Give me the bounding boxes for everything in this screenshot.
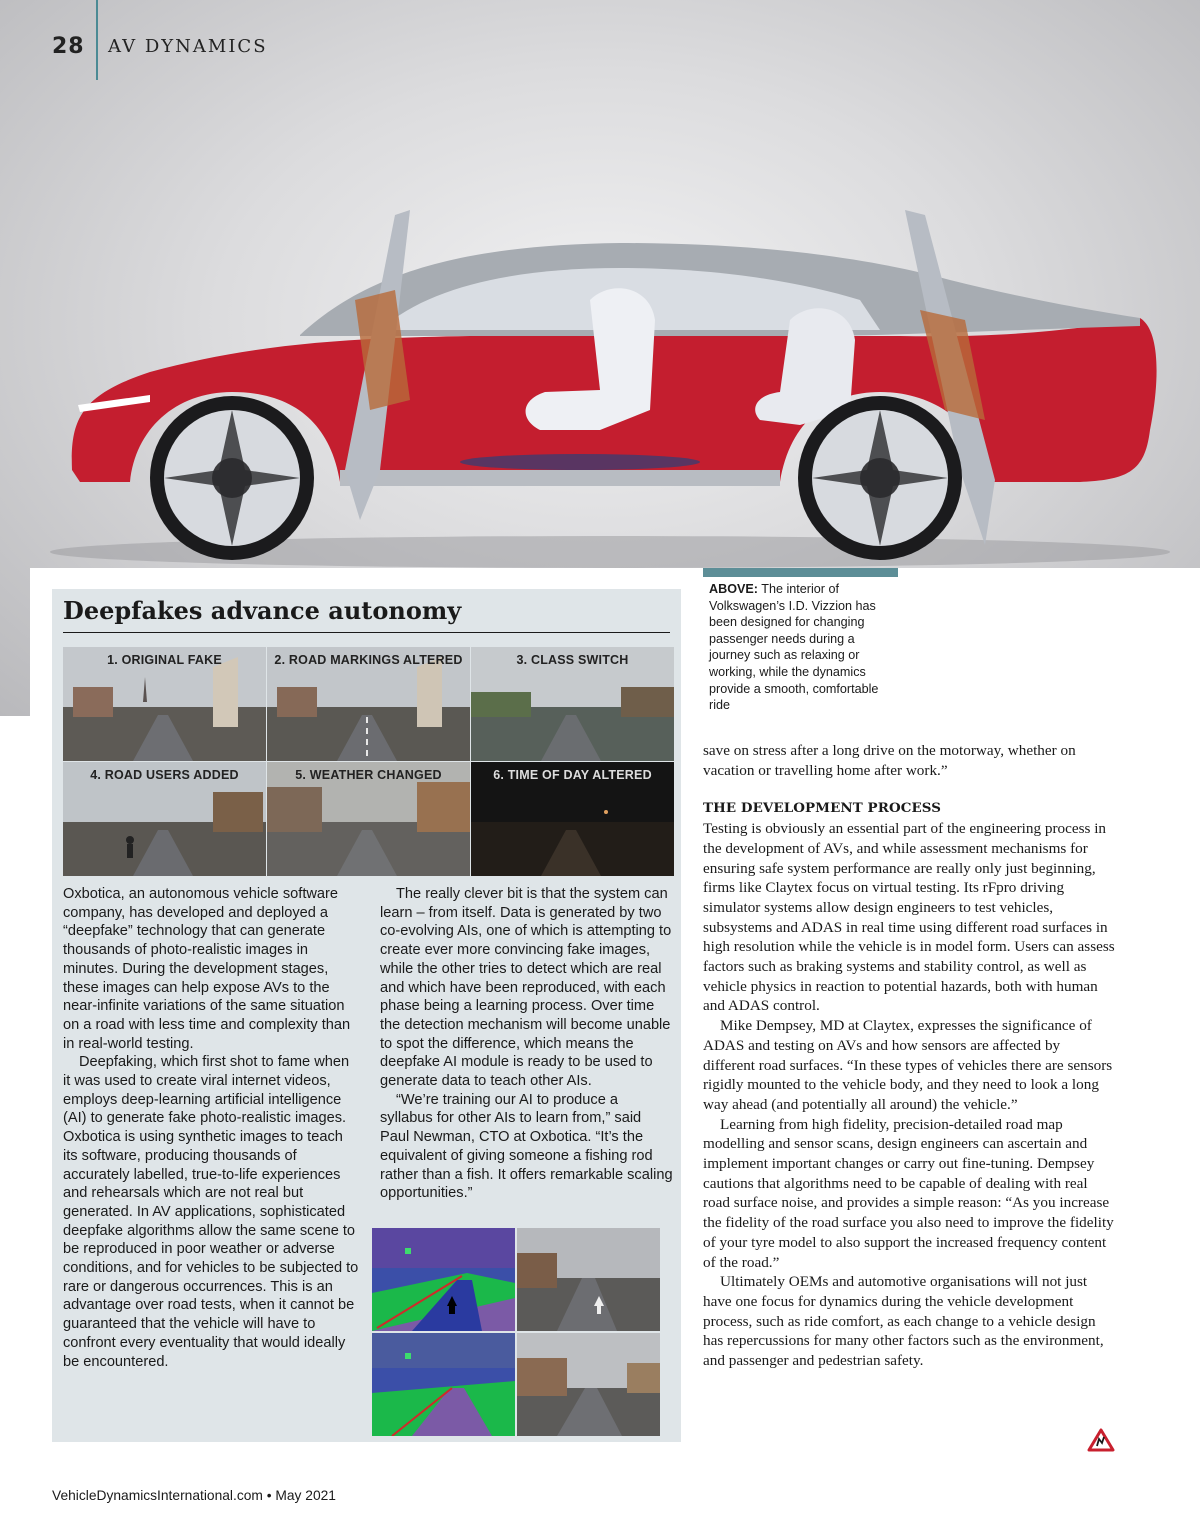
section-title: AV DYNAMICS xyxy=(108,36,268,57)
article-intro: save on stress after a long drive on the motorway, whether on vacation or travelling home after work.” xyxy=(703,742,1076,779)
deepfake-tile-road-users xyxy=(63,762,266,876)
page-number: 28 xyxy=(52,34,85,59)
sidebar-paragraph: “We’re training our AI to produce a syllabus for other AIs to learn from,” said Paul Newman, CTO at Oxbotica. “It’s the equivalent of giving someone a fishing rod rather than a fish. It offers remarkable scaling opportunities.” xyxy=(380,1091,673,1202)
sidebar-paragraph: Oxbotica, an autonomous vehicle software company, has developed and deployed a “deepfake” technology that can generate thousands of photo-realistic images in minutes. During the development stages, these images can help expose AVs to the near-infinite variations of the same situation on a road with less time and complexity than in real-world testing. xyxy=(63,886,351,1052)
tile-label: 3. CLASS SWITCH xyxy=(516,653,629,667)
tile-label: 4. ROAD USERS ADDED xyxy=(90,768,239,782)
page-footer: VehicleDynamicsInternational.com • May 2021 xyxy=(52,1488,336,1503)
sidebar-paragraph: The really clever bit is that the system can learn – from itself. Data is generated by two co-evolving AIs, one of which is attempting to create ever more convincing fake images, while the other tries to detect which are real and which have been reproduced, with each phase being a learning process. Over time the detection mechanism will become unable to spot the difference, which means the deepfake AI module is ready to be used to generate data to teach other AIs. xyxy=(380,886,672,1090)
article-column xyxy=(703,741,1115,1371)
article-paragraph: Testing is obviously an essential part of the engineering process in the development of AVs, and while assessment mechanisms for ensuring safe system performance are really only just beginning, firms like Claytex focus on virtual testing. Its rFpro driving simulator systems allow design engineers to test vehicles, subsystems and ADAS in real time using different road surfaces in high resolution while the vehicle is in model form. Users can assess factors such as braking systems and stability control, as well as vehicle physics in reaction to potential hazards, both with human and ADAS control. xyxy=(703,820,1115,1015)
article-paragraph: Learning from high fidelity, precision-detailed road map modelling and sensor scans, design engineers can ascertain and implement important changes or carry out fine-tuning. Dempsey cautions that algorithms need to be capable of dealing with real road surface noise, and provides a simple reason: “As you increase the fidelity of the road surface you also need to improve the fidelity of your tyre model to also support the increased frequency content of the road.” xyxy=(703,1115,1114,1271)
segmentation-map xyxy=(372,1228,515,1331)
caption-label: ABOVE: xyxy=(709,582,758,596)
photo-caption xyxy=(709,581,895,714)
deepfake-tile-night xyxy=(471,762,674,876)
deepfake-tile-weather xyxy=(267,762,470,876)
deepfake-tile-class-switch xyxy=(471,647,674,761)
sidebar-column-2 xyxy=(380,885,674,1203)
segmentation-image-grid xyxy=(372,1228,661,1436)
deepfake-tile-original xyxy=(63,647,266,761)
tile-label: 2. ROAD MARKINGS ALTERED xyxy=(274,653,463,667)
tile-label: 5. WEATHER CHANGED xyxy=(295,768,442,782)
sidebar-paragraph: Deepfaking, which first shot to fame when it was used to create viral internet videos, employs deep-learning artificial intelligence (AI) to generate fake photo-realistic images. Oxbotica is using synthetic images to teach its software, producing thousands of accurately labelled, true-to-life experiences and rehearsals which are not real but generated. In AV applications, sophisticated deepfake algorithms allow the same scene to be reproduced in poor weather or adverse conditions, and for vehicles to be subjected to rare or dangerous occurrences. This is an advantage over road tests, when it cannot be guaranteed that the vehicle will have to confront every eventuality that would ideally be encountered. xyxy=(63,1054,359,1370)
deepfake-tile-road-markings xyxy=(267,647,470,761)
segmentation-map xyxy=(372,1333,515,1436)
article-end-warning-icon xyxy=(1087,1428,1115,1452)
article-subheading: THE DEVELOPMENT PROCESS xyxy=(703,800,942,817)
deepfake-image-grid xyxy=(63,647,674,876)
sidebar-title: Deepfakes advance autonomy xyxy=(63,596,462,625)
header-divider xyxy=(96,0,98,80)
article-paragraph: Mike Dempsey, MD at Claytex, expresses the significance of ADAS and testing on AVs and how sensors are affected by different road surfaces. “In these types of vehicles there are sensors rigidly mounted to the vehicle body, and they need to look a long way ahead (and potentially all around) the vehicle.” xyxy=(703,1017,1113,1113)
article-paragraph: Ultimately OEMs and automotive organisations will not just have one focus for dynamics during the vehicle development process, such as ride comfort, as each change to a vehicle design has repercussions for many other factors such as the environment, and passenger and pedestrian safety. xyxy=(703,1273,1104,1370)
road-photo xyxy=(517,1228,660,1331)
caption-accent-bar xyxy=(703,568,898,577)
sidebar-column-1 xyxy=(63,885,359,1371)
caption-text: The interior of Volkswagen’s I.D. Vizzion has been designed for changing passenger needs during a journey such as relaxing or working, while the dynamics provide a smooth, comfortable ride xyxy=(709,582,879,713)
road-photo xyxy=(517,1333,660,1436)
tile-label: 6. TIME OF DAY ALTERED xyxy=(493,768,652,782)
tile-label: 1. ORIGINAL FAKE xyxy=(107,653,222,667)
sidebar-title-rule xyxy=(63,632,670,633)
